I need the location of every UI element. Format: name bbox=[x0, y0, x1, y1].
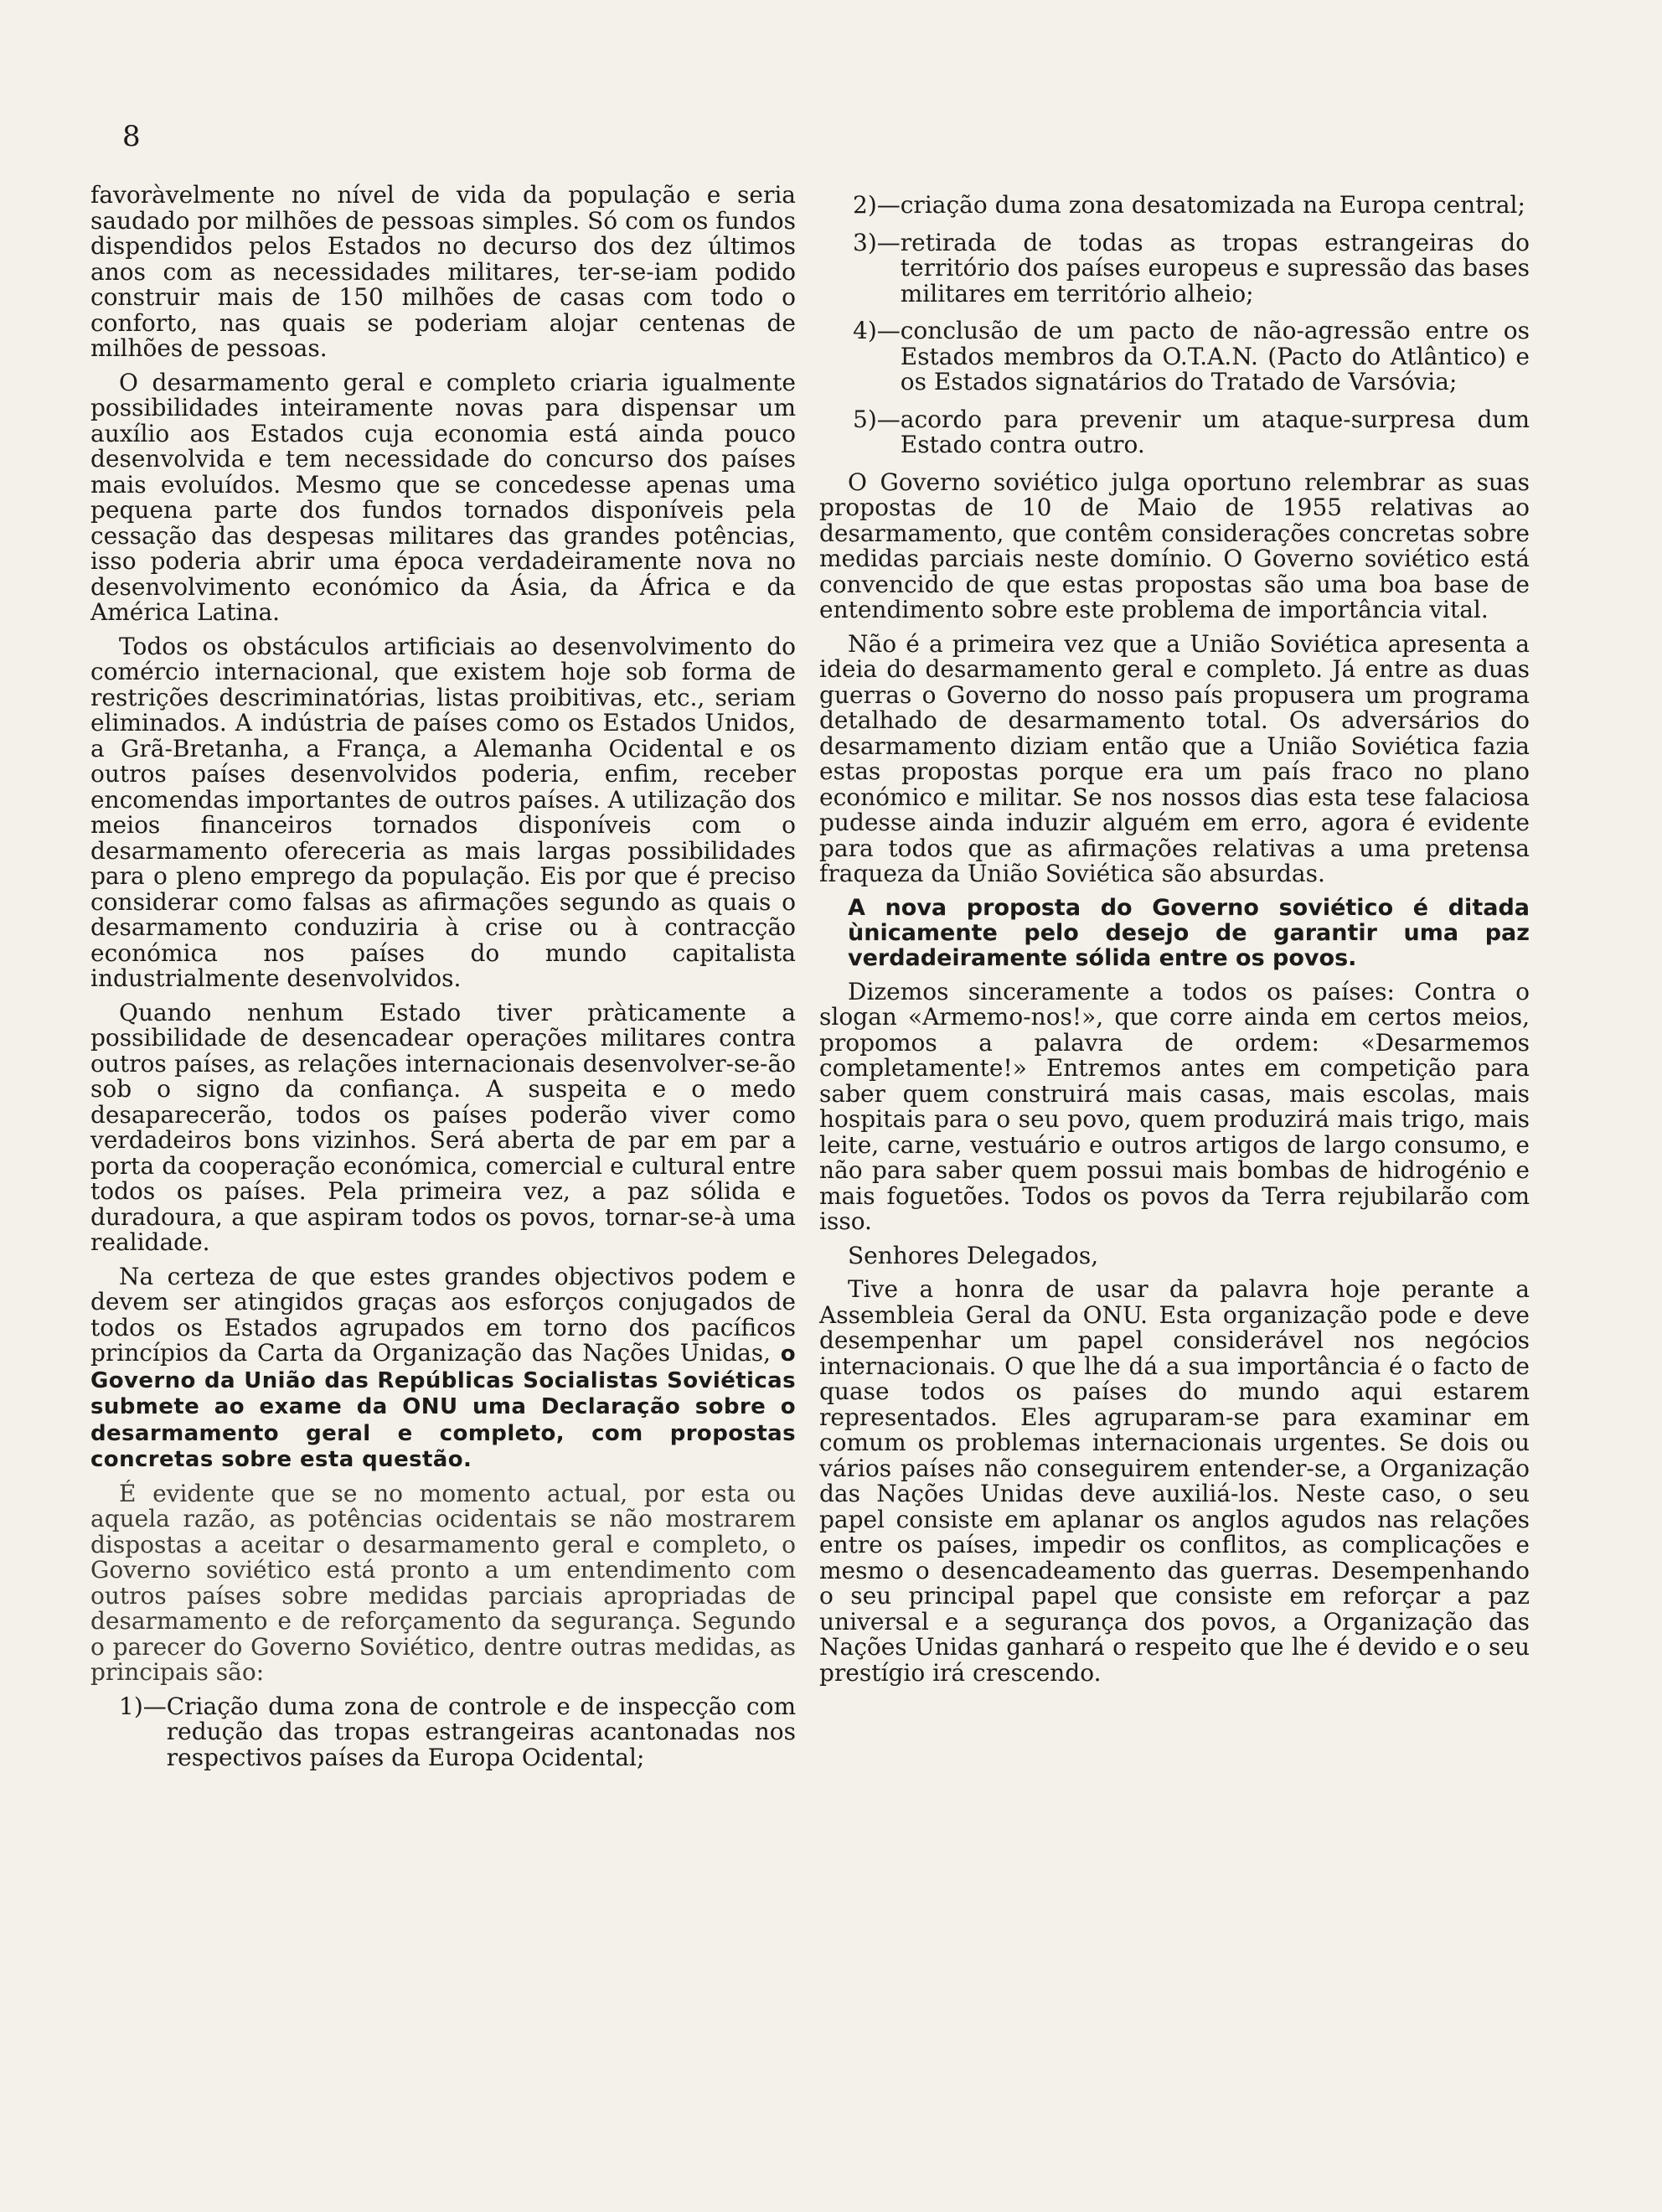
list-text: conclusão de um pacto de não-agressão entre os Estados membros da O.T.A.N. (Pacto do Atlântico) e os Estados signatários do Tratado de Varsóvia; bbox=[900, 317, 1530, 395]
list-item bbox=[853, 193, 1530, 219]
paragraph: O Governo soviético julga oportuno relembrar as suas propostas de 10 de Maio de 1955 relativas ao desarmamento, que contêm considerações concretas sobre medidas parciais neste domínio. O Governo soviético está convencido de que estas propostas são uma boa base de entendimento sobre este problema de importância vital. bbox=[819, 468, 1530, 623]
list-item bbox=[853, 407, 1530, 458]
paragraph: É evidente que se no momento actual, por esta ou aquela razão, as potências ocidentais se não mostrarem dispostas a aceitar o desarmamento geral e completo, o Governo soviético está pronto a um entendimento com outros países sobre medidas parciais apropriadas de desarmamento e de reforçamento da segurança. Segundo o parecer do Governo Soviético, dentre outras medidas, as principais são: bbox=[90, 1479, 796, 1686]
list-number: 1)— bbox=[119, 1692, 167, 1720]
list-text: criação duma zona desatomizada na Europa central; bbox=[900, 191, 1525, 219]
paragraph: Todos os obstáculos artificiais ao desenvolvimento do comércio internacional, que existem hoje sob forma de restrições descriminatórias, listas proibitivas, etc., seriam eliminados. A indústria de países como os Estados Unidos, a Grã-Bretanha, a França, a Alemanha Ocidental e os outros países desenvolvidos poderia, enfim, receber encomendas importantes de outros países. A utilização dos meios financeiros tornados disponíveis com o desarmamento ofereceria as mais largas possibilidades para o pleno emprego da população. Eis por que é preciso considerar como falsas as afirmações segundo as quais o desarmamento conduziria à crise ou à contracção económica nos países do mundo capitalista industrialmente desenvolvidos. bbox=[90, 632, 796, 992]
list-item bbox=[853, 318, 1530, 395]
paragraph-declaration bbox=[90, 1264, 796, 1473]
paragraph: favoràvelmente no nível de vida da população e seria saudado por milhões de pessoas simples. Só com os fundos dispendidos pelos Estados no decurso dos dez últimos anos com as necessidades militares, ter-se-iam podido construir mais de 150 milhões de casas com todo o conforto, nas quais se poderiam alojar centenas de milhões de pessoas. bbox=[90, 181, 796, 362]
paragraph: Tive a honra de usar da palavra hoje perante a Assembleia Geral da ONU. Esta organização pode e deve desempenhar um papel considerável nos negócios internacionais. O que lhe dá a sua importância é o facto de quase todos os países do mundo aqui estarem representados. Eles agruparam-se para examinar em comum os problemas internacionais urgentes. Se dois ou vários países não conseguirem entender-se, a Organização das Nações Unidas deve auxiliá-los. Neste caso, o seu papel consiste em aplanar os anglos agudos nas relações entre os países, impedir os conflitos, as complicações e mesmo o desencadeamento das guerras. Desempenhando o seu principal papel que consiste em reforçar a paz universal e a segurança dos povos, a Organização das Nações Unidas ganhará o respeito que lhe é devido e o seu prestígio irá crescendo. bbox=[819, 1275, 1530, 1687]
paragraph: Quando nenhum Estado tiver pràticamente a possibilidade de desencadear operações militares contra outros países, as relações internacionais desenvolver-se-ão sob o signo da confiança. A suspeita e o medo desaparecerão, todos os países poderão viver como verdadeiros bons vizinhos. Será aberta de par em par a porta da cooperação económica, comercial e cultural entre todos os países. Pela primeira vez, a paz sólida e duradoura, a que aspiram todos os povos, tornar-se-à uma realidade. bbox=[90, 998, 796, 1256]
list-item bbox=[119, 1694, 796, 1771]
paragraph: Não é a primeira vez que a União Soviética apresenta a ideia do desarmamento geral e completo. Já entre as duas guerras o Governo do nosso país propusera um programa detalhado de desarmamento total. Os adversários do desarmamento diziam então que a União Soviética fazia estas propostas porque era um país fraco no plano económico e militar. Se nos nossos dias esta tese falaciosa pudesse ainda induzir alguém em erro, agora é evidente para todos que as afirmações relativas a uma pretensa fraqueza da União Soviética são absurdas. bbox=[819, 629, 1530, 887]
list-text: retirada de todas as tropas estrangeiras do território dos países europeus e supressão das bases militares em território alheio; bbox=[900, 228, 1530, 308]
right-column bbox=[819, 193, 1530, 1694]
list-number: 5)— bbox=[853, 405, 901, 433]
list-text: Criação duma zona de controle e de inspecção com redução das tropas estrangeiras acantonadas nos respectivos países da Europa Ocidental; bbox=[166, 1692, 796, 1771]
paragraph-text: Na certeza de que estes grandes objectivos podem e devem ser atingidos graças aos esforços conjugados de todos os Estados agrupados em torno dos pacíficos princípios da Carta da Organização das Nações Unidas, bbox=[90, 1262, 796, 1367]
list-item bbox=[853, 230, 1530, 308]
paragraph: Dizemos sinceramente a todos os países: Contra o slogan «Armemo-nos!», que corre ainda em certos meios, propomos a palavra de ordem: «Desarmemos completamente!» Entremos antes em competição para saber quem construirá mais casas, mais escolas, mais hospitais para o seu povo, quem produzirá mais trigo, mais leite, carne, vestuário e outros artigos de largo consumo, e não para saber quem possui mais bombas de hidrogénio e mais foguetões. Todos os povos da Terra rejubilarão com isso. bbox=[819, 977, 1530, 1235]
paragraph: O desarmamento geral e completo criaria igualmente possibilidades inteiramente novas para dispensar um auxílio aos Estados cuja economia está ainda pouco desenvolvida e tem necessidade do concurso dos países mais evoluídos. Mesmo que se concedesse apenas uma pequena parte dos fundos tornados disponíveis pela cessação das despesas militares das grandes potências, isso poderia abrir uma época verdadeiramente nova no desenvolvimento económico da Ásia, da África e da América Latina. bbox=[90, 368, 796, 626]
page-number: 8 bbox=[122, 120, 141, 153]
salutation: Senhores Delegados, bbox=[848, 1241, 1099, 1269]
list-number: 2)— bbox=[853, 191, 901, 219]
list-number: 4)— bbox=[853, 317, 901, 344]
section-headline: A nova proposta do Governo soviético é ditada ùnicamente pelo desejo de garantir uma paz verdadeiramente sólida entre os povos. bbox=[848, 894, 1530, 971]
bold-statement: o Governo da União das Repúblicas Socialistas Soviéticas submete ao exame da ONU uma Declaração sobre o desarmamento geral e completo, com propostas concretas sobre esta questão. bbox=[90, 1341, 796, 1472]
list-number: 3)— bbox=[853, 228, 901, 256]
list-text: acordo para prevenir um ataque-surpresa dum Estado contra outro. bbox=[900, 405, 1530, 458]
left-column bbox=[90, 183, 796, 1782]
